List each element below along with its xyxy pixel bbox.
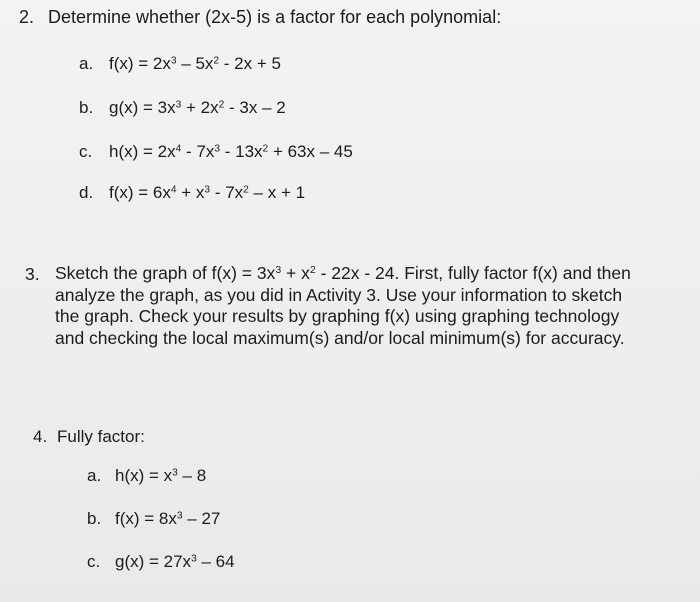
q3-line-4: and checking the local maximum(s) and/or local minimum(s) for accuracy. <box>55 327 625 348</box>
item-letter: c. <box>87 552 101 571</box>
q4-item-c: c. $g(x) = 27x^3 - 64$ <box>87 552 235 571</box>
q2-item-a: a. $f(x) = 2x^3 - 5x^2 - 2x + 5$ <box>79 54 281 73</box>
q3-number: 3. <box>25 264 40 284</box>
q2-prompt: Determine whether (2x-5) is a factor for each polynomial: <box>48 7 502 27</box>
item-letter: a. <box>79 54 94 73</box>
item-letter: d. <box>79 183 94 202</box>
q2-item-c: c. $h(x) = 2x^4 - 7x^3 - 13x^2 + 63x - 45$ <box>79 142 353 161</box>
item-letter: b. <box>79 98 94 117</box>
q4-item-b: b. $f(x) = 8x^3 - 27$ <box>87 509 221 528</box>
q3-line-3: the graph. Check your results by graphing f(x) using graphing technology <box>55 306 620 326</box>
q3-paragraph <box>55 263 695 349</box>
item-letter: a. <box>87 466 102 485</box>
item-letter: b. <box>87 509 102 528</box>
q4-number: 4. <box>33 427 48 446</box>
q4-prompt: Fully factor: <box>57 427 145 446</box>
q4-item-a: a. $h(x) = x^3 - 8$ <box>87 466 207 485</box>
q2-number: 2. <box>19 7 35 27</box>
q2-item-d: d. $f(x) = 6x^4 + x^3 - 7x^2 - x + 1$ <box>79 183 306 202</box>
item-letter: c. <box>79 142 93 161</box>
q3-line-2: analyze the graph, as you did in Activity 3. Use your information to sketch <box>55 284 623 305</box>
q2-item-b: b. $g(x) = 3x^3 + 2x^2 - 3x - 2$ <box>79 98 286 117</box>
q3-line-1: Sketch the graph of $f(x) = 3x^3 + x^2 - 22x - 24$. First, fully factor f(x) and then <box>55 263 631 283</box>
